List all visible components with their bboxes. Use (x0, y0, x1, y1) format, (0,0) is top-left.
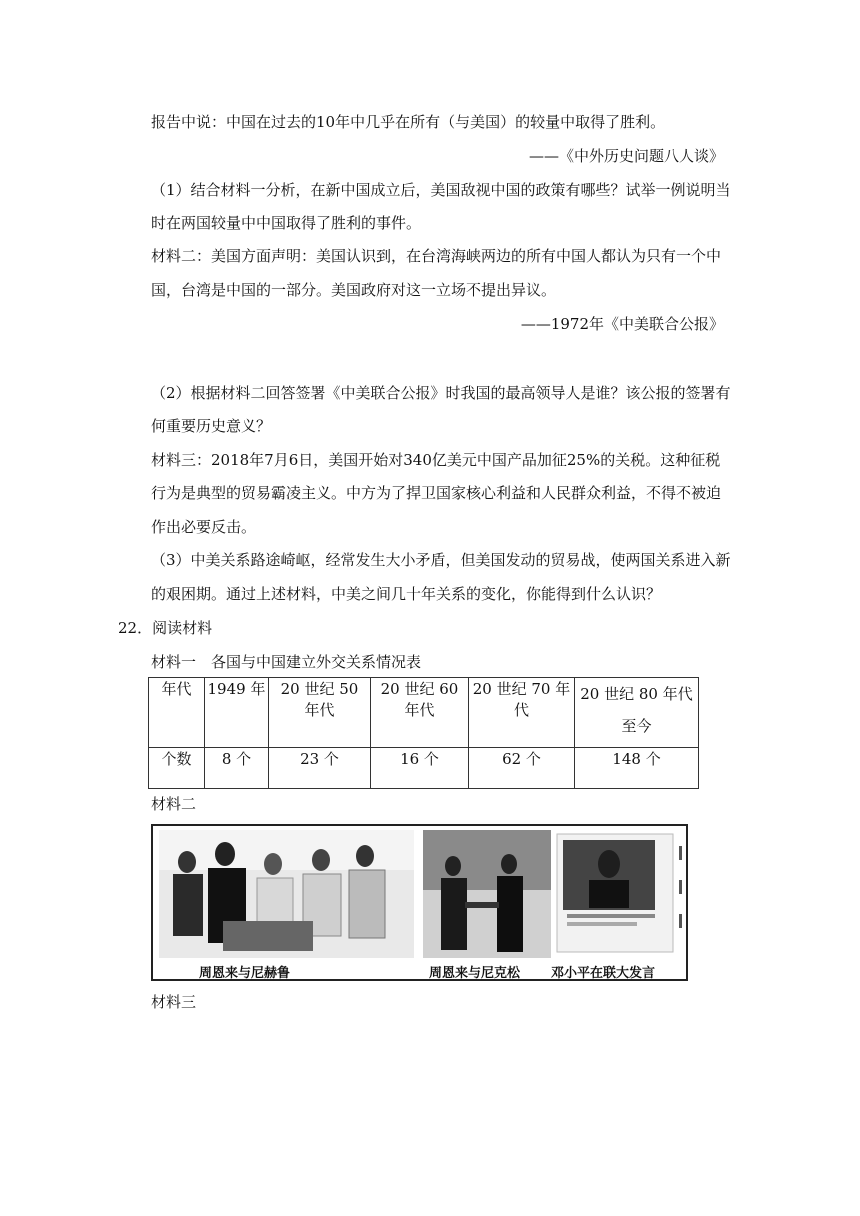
q2-line2: 何重要历史意义？ (151, 417, 272, 435)
material2-line2: 国，台湾是中国的一部分。美国政府对这一立场不提出异议。 (151, 281, 557, 299)
material1-text: 报告中说：中国在过去的10年中几乎在所有（与美国）的较量中取得了胜利。 (151, 113, 666, 131)
table-title: 材料一 各国与中国建立外交关系情况表 (151, 653, 422, 671)
q2-line1: （2）根据材料二回答签署《中美联合公报》时我国的最高领导人是谁？该公报的签署有 (151, 384, 731, 402)
material3-line2: 行为是典型的贸易霸凌主义。中方为了捍卫国家核心利益和人民群众利益，不得不被迫 (151, 484, 722, 502)
table-cell: 20 世纪 60 年代 (371, 678, 469, 748)
table-cell: 年代 (149, 678, 205, 748)
photo-caption-1: 周恩来与尼赫鲁 (199, 966, 291, 981)
material2-source: ——1972年《中美联合公报》 (520, 315, 724, 333)
material1-source: ——《中外历史问题八人谈》 (528, 147, 724, 165)
material2-line1: 材料二：美国方面声明：美国认识到，在台湾海峡两边的所有中国人都认为只有一个中 (151, 247, 722, 265)
q3-line1: （3）中美关系路途崎岖，经常发生大小矛盾，但美国发动的贸易战，使两国关系进入新 (151, 551, 731, 569)
photo-caption-3: 邓小平在联大发言 (551, 966, 656, 981)
table-cell: 20 世纪 50 年代 (269, 678, 371, 748)
table-cell: 20 世纪 70 年代 (469, 678, 575, 748)
table-cell: 20 世纪 80 年代至今 (575, 678, 699, 748)
table-cell: 8 个 (205, 748, 269, 789)
q1-line2: 时在两国较量中中国取得了胜利的事件。 (151, 214, 422, 232)
material2-label: 材料二 (151, 795, 197, 813)
question-22-heading: 22．阅读材料 (118, 619, 213, 637)
table-cell: 16 个 (371, 748, 469, 789)
photo-illustration (153, 826, 688, 981)
table-cell: 1949 年 (205, 678, 269, 748)
table-header-row (149, 678, 699, 748)
table-cell: 62 个 (469, 748, 575, 789)
q1-line1: （1）结合材料一分析，在新中国成立后，美国敌视中国的政策有哪些？试举一例说明当 (151, 181, 731, 199)
photo-caption-2: 周恩来与尼克松 (429, 966, 521, 981)
material3-line1: 材料三：2018年7月6日，美国开始对340亿美元中国产品加征25%的关税。这种征税 (151, 451, 721, 469)
table-data-row (149, 748, 699, 789)
q3-line2: 的艰困期。通过上述材料，中美之间几十年关系的变化，你能得到什么认识？ (151, 585, 662, 603)
historical-photos (151, 824, 688, 981)
table-cell: 23 个 (269, 748, 371, 789)
table-cell: 个数 (149, 748, 205, 789)
diplomatic-relations-table (148, 677, 699, 789)
material3-label: 材料三 (151, 993, 197, 1011)
material3-line3: 作出必要反击。 (151, 518, 257, 536)
table-cell: 148 个 (575, 748, 699, 789)
